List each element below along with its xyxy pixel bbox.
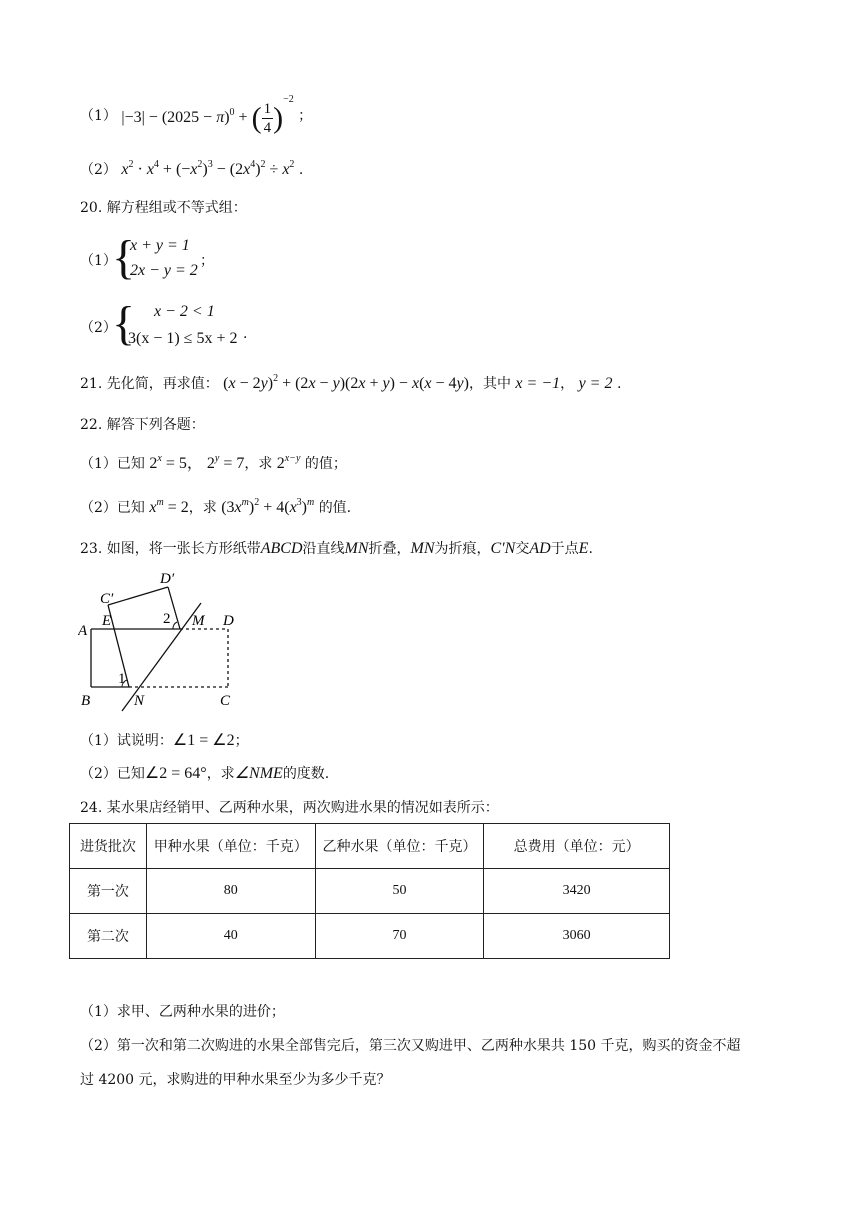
table-header: 乙种水果（单位：千克） — [315, 824, 484, 869]
q23-part2: （2）已知∠2 = 64°，求∠NME的度数. — [80, 765, 330, 782]
q24-part2-line1: （2）第一次和第二次购进的水果全部售完后，第三次又购进甲、乙两种水果共 150 千克，购买的资金不超 — [80, 1038, 741, 1054]
table-header: 甲种水果（单位：千克） — [146, 824, 315, 869]
q20-part1-brace: { — [112, 231, 136, 284]
q24-part2-line2: 过 4200 元，求购进的甲种水果至少为多少千克？ — [80, 1072, 391, 1088]
q20-part1-sep: ； — [200, 253, 214, 269]
fig-label-B: B — [81, 693, 91, 709]
table-row — [70, 914, 670, 959]
q20-part2-label: （2） — [80, 320, 117, 336]
q22-part2: （2）已知 $x^m = 2$，求 $(3x^m)^2 + 4(x^3)^m$ 的值. — [80, 497, 352, 516]
q24-part1: （1）求甲、乙两种水果的进价； — [80, 1004, 285, 1020]
fig-label-C: C — [220, 693, 231, 709]
table-cell: 70 — [315, 914, 484, 959]
q19-part1: （1） $|-3| - (2025 - \pi)^0$ + ( $\frac{1}{4}$ )$^{-2}$ ； — [80, 94, 313, 136]
q20-part1-eq1: x + y = 1 — [130, 237, 190, 254]
q23-part1: （1）试说明：∠1 = ∠2； — [80, 732, 249, 749]
table-header-row — [70, 824, 670, 869]
q19-p2-expression: $x^2 \cdot x^4 + (-x^2)^3 - (2x^4)^2 \div x^2$ — [121, 159, 295, 178]
table-cell: 40 — [146, 914, 315, 959]
q20-part2-row1: x − 2 < 1 — [154, 303, 215, 320]
q22-title: 22. 解答下列各题： — [80, 417, 205, 433]
fig-angle-2-arc — [173, 622, 177, 629]
q19-p1-expression: $|-3| - (2025 - \pi)^0$ + ( $\frac{1}{4}$ )$^{-2}$ — [121, 94, 294, 136]
q19-part2: （2） $x^2 \cdot x^4 + (-x^2)^3 - (2x^4)^2 \div x^2$ . — [80, 159, 304, 178]
table-cell: 第一次 — [70, 869, 147, 914]
q24-title: 24. 某水果店经销甲、乙两种水果，两次购进水果的情况如表所示： — [80, 800, 499, 816]
q24-table — [69, 823, 670, 959]
q21: 21. 先化简，再求值： $(x - 2y)^2 + (2x - y)(2x + y) - x(x - 4y)$，其中 x = −1， y = 2 . — [80, 373, 622, 392]
fig-label-Dp: D′ — [160, 571, 175, 587]
fig-label-A: A — [78, 623, 88, 639]
q20-part1-eq2: 2x − y = 2 — [130, 262, 198, 279]
table-cell: 50 — [315, 869, 484, 914]
q23-figure — [78, 567, 258, 717]
fig-label-2: 2 — [163, 611, 171, 627]
table-row — [70, 869, 670, 914]
fig-label-Cp: C′ — [100, 591, 114, 607]
q20-part2-end: . — [243, 326, 248, 342]
fig-line-CpDp — [108, 587, 168, 605]
fig-label-E: E — [102, 613, 112, 629]
q20-title: 20. 解方程组或不等式组： — [80, 200, 247, 216]
fig-label-N: N — [134, 693, 145, 709]
q21-expression: $(x - 2y)^2 + (2x - y)(2x + y) - x(x - 4y)$ — [223, 373, 469, 392]
q20-part2-brace: { — [112, 297, 136, 350]
q20-part1-label: （1） — [80, 253, 117, 269]
fig-label-M: M — [192, 613, 205, 629]
fig-label-D: D — [223, 613, 234, 629]
fig-label-1: 1 — [118, 671, 126, 687]
q22-part1: （1）已知 $2^x = 5$， $2^y = 7$，求 $2^{x-y}$ 的值； — [80, 453, 347, 472]
q23-title: 23. 如图，将一张长方形纸带ABCD沿直线MN折叠，MN为折痕，C′N交AD于点E. — [80, 540, 593, 557]
table-cell: 3060 — [484, 914, 670, 959]
table-cell: 第二次 — [70, 914, 147, 959]
table-cell: 3420 — [484, 869, 670, 914]
table-cell: 80 — [146, 869, 315, 914]
q20-part2-row2: 3(x − 1) ≤ 5x + 2 — [128, 330, 238, 347]
table-header: 进货批次 — [70, 824, 147, 869]
table-header: 总费用（单位：元） — [484, 824, 670, 869]
